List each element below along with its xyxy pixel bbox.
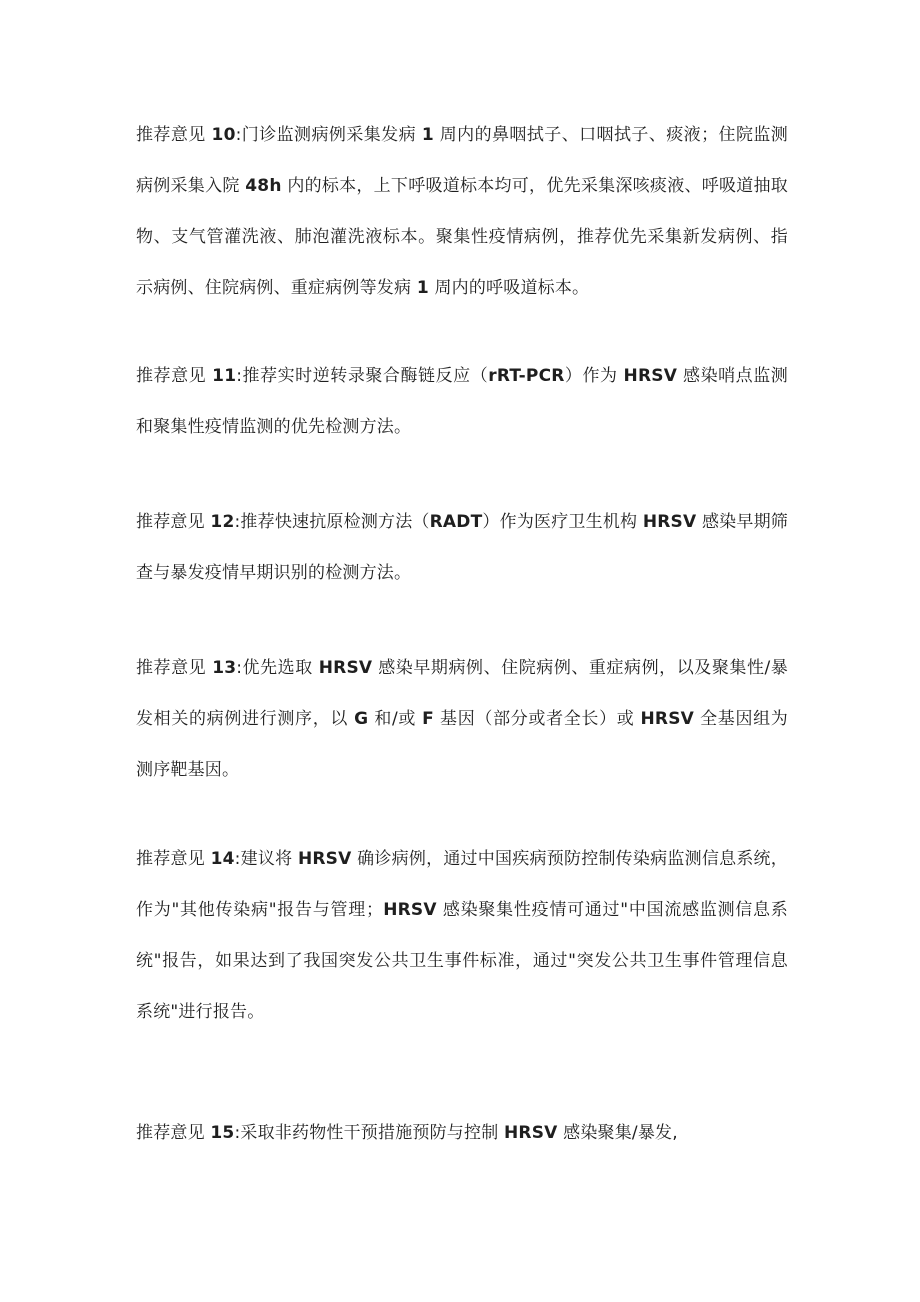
body-text: ）作为医疗卫生机构 xyxy=(482,512,643,532)
body-text: :建议将 xyxy=(234,849,298,869)
body-text: 感染早期病例、住院病例、重症病例，以及聚集性/暴发相关的病例进行测序，以 xyxy=(136,658,788,729)
recommendation-15-paragraph xyxy=(136,1108,788,1159)
emphasis-text: G xyxy=(354,709,369,729)
body-text: 全基因组为测序靶基因。 xyxy=(136,709,788,780)
recommendation-10-paragraph xyxy=(136,110,788,314)
emphasis-text: 48h xyxy=(245,176,282,196)
emphasis-text: 15 xyxy=(210,1123,235,1143)
emphasis-text: HRSV xyxy=(383,900,437,920)
emphasis-text: HRSV xyxy=(640,709,695,729)
emphasis-text: 1 xyxy=(421,125,434,145)
body-text: 周内的呼吸道标本。 xyxy=(428,278,590,298)
emphasis-text: 11 xyxy=(212,366,237,386)
body-text: :门诊监测病例采集发病 xyxy=(235,125,422,145)
emphasis-text: HRSV xyxy=(297,849,352,869)
body-text: 基因（部分或者全长）或 xyxy=(433,709,641,729)
body-text: 推荐意见 xyxy=(136,849,211,869)
body-text: ）作为 xyxy=(564,366,624,386)
emphasis-text: 13 xyxy=(212,658,237,678)
emphasis-text: HRSV xyxy=(504,1123,558,1143)
body-text: 推荐意见 xyxy=(136,125,212,145)
emphasis-text: 1 xyxy=(416,278,429,298)
recommendation-14-paragraph xyxy=(136,834,788,1038)
emphasis-text: 12 xyxy=(210,512,235,532)
emphasis-text: F xyxy=(422,709,434,729)
body-text: 感染哨点监测和聚集性疫情监测的优先检测方法。 xyxy=(136,366,788,437)
body-text: :推荐实时逆转录聚合酶链反应（ xyxy=(236,366,489,386)
emphasis-text: 10 xyxy=(211,125,236,145)
emphasis-text: HRSV xyxy=(623,366,678,386)
body-text: 感染早期筛查与暴发疫情早期识别的检测方法。 xyxy=(136,512,788,583)
body-text: 内的标本，上下呼吸道标本均可，优先采集深咳痰液、呼吸道抽取物、支气管灌洗液、肺泡灌洗液标本。聚集性疫情病例，推荐优先采集新发病例、指示病例、住院病例、重症病例等发病 xyxy=(136,176,788,298)
body-text: 周内的鼻咽拭子、口咽拭子、痰液；住院监测病例采集入院 xyxy=(136,125,789,196)
emphasis-text: HRSV xyxy=(318,658,373,678)
body-text: 推荐意见 xyxy=(136,512,211,532)
emphasis-text: 14 xyxy=(210,849,235,869)
recommendation-11-paragraph xyxy=(136,351,788,453)
recommendation-13-paragraph xyxy=(136,643,788,796)
body-text: :推荐快速抗原检测方法（ xyxy=(234,512,430,532)
body-text: :优先选取 xyxy=(236,658,319,678)
body-text: 感染聚集/暴发, xyxy=(557,1123,678,1143)
body-text: 推荐意见 xyxy=(136,366,213,386)
emphasis-text: HRSV xyxy=(642,512,697,532)
body-text: :采取非药物性干预措施预防与控制 xyxy=(234,1123,504,1143)
emphasis-text: RADT xyxy=(429,512,483,532)
recommendation-12-paragraph xyxy=(136,497,788,599)
body-text: 和/或 xyxy=(368,709,423,729)
body-text: 确诊病例，通过中国疾病预防控制传染病监测信息系统，作为"其他传染病"报告与管理； xyxy=(136,849,788,920)
body-text: 感染聚集性疫情可通过"中国流感监测信息系统"报告，如果达到了我国突发公共卫生事件标准，通过"突发公共卫生事件管理信息系统"进行报告。 xyxy=(136,900,788,1022)
emphasis-text: rRT-PCR xyxy=(488,366,565,386)
body-text: 推荐意见 xyxy=(136,658,213,678)
body-text: 推荐意见 xyxy=(136,1123,211,1143)
